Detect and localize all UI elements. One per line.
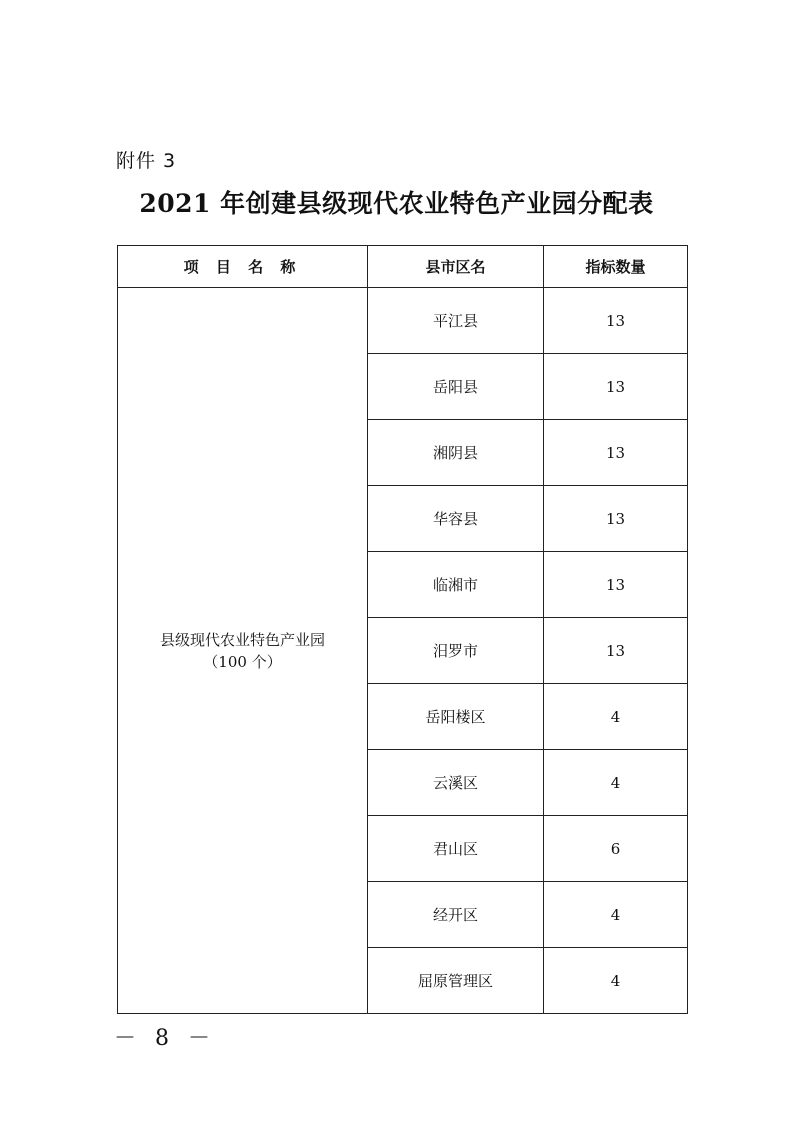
quota-cell: 13 [544,486,688,552]
project-count: （100 个） [203,652,282,671]
quota-cell: 13 [544,618,688,684]
project-cell [118,288,368,1014]
project-name: 县级现代农业特色产业园 [159,630,325,649]
header-project-name: 项 目 名 称 [118,246,368,288]
county-cell: 君山区 [368,816,544,882]
quota-cell: 6 [544,816,688,882]
county-cell: 屈原管理区 [368,948,544,1014]
quota-cell: 13 [544,288,688,354]
table-header-row [118,246,688,288]
quota-cell: 4 [544,882,688,948]
page-number: － 8 － [114,1026,216,1051]
quota-cell: 4 [544,948,688,1014]
quota-cell: 4 [544,684,688,750]
county-cell: 云溪区 [368,750,544,816]
quota-cell: 13 [544,552,688,618]
county-cell: 平江县 [368,288,544,354]
county-cell: 临湘市 [368,552,544,618]
allocation-table [117,245,688,1014]
quota-cell: 13 [544,354,688,420]
table-row [118,288,688,354]
county-cell: 岳阳县 [368,354,544,420]
county-cell: 湘阴县 [368,420,544,486]
county-cell: 经开区 [368,882,544,948]
quota-cell: 13 [544,420,688,486]
county-cell: 汨罗市 [368,618,544,684]
attachment-label: 附件 3 [116,150,177,172]
header-county-name: 县市区名 [368,246,544,288]
county-cell: 岳阳楼区 [368,684,544,750]
county-cell: 华容县 [368,486,544,552]
document-title: 2021 年创建县级现代农业特色产业园分配表 [139,189,654,218]
header-quota: 指标数量 [544,246,688,288]
quota-cell: 4 [544,750,688,816]
